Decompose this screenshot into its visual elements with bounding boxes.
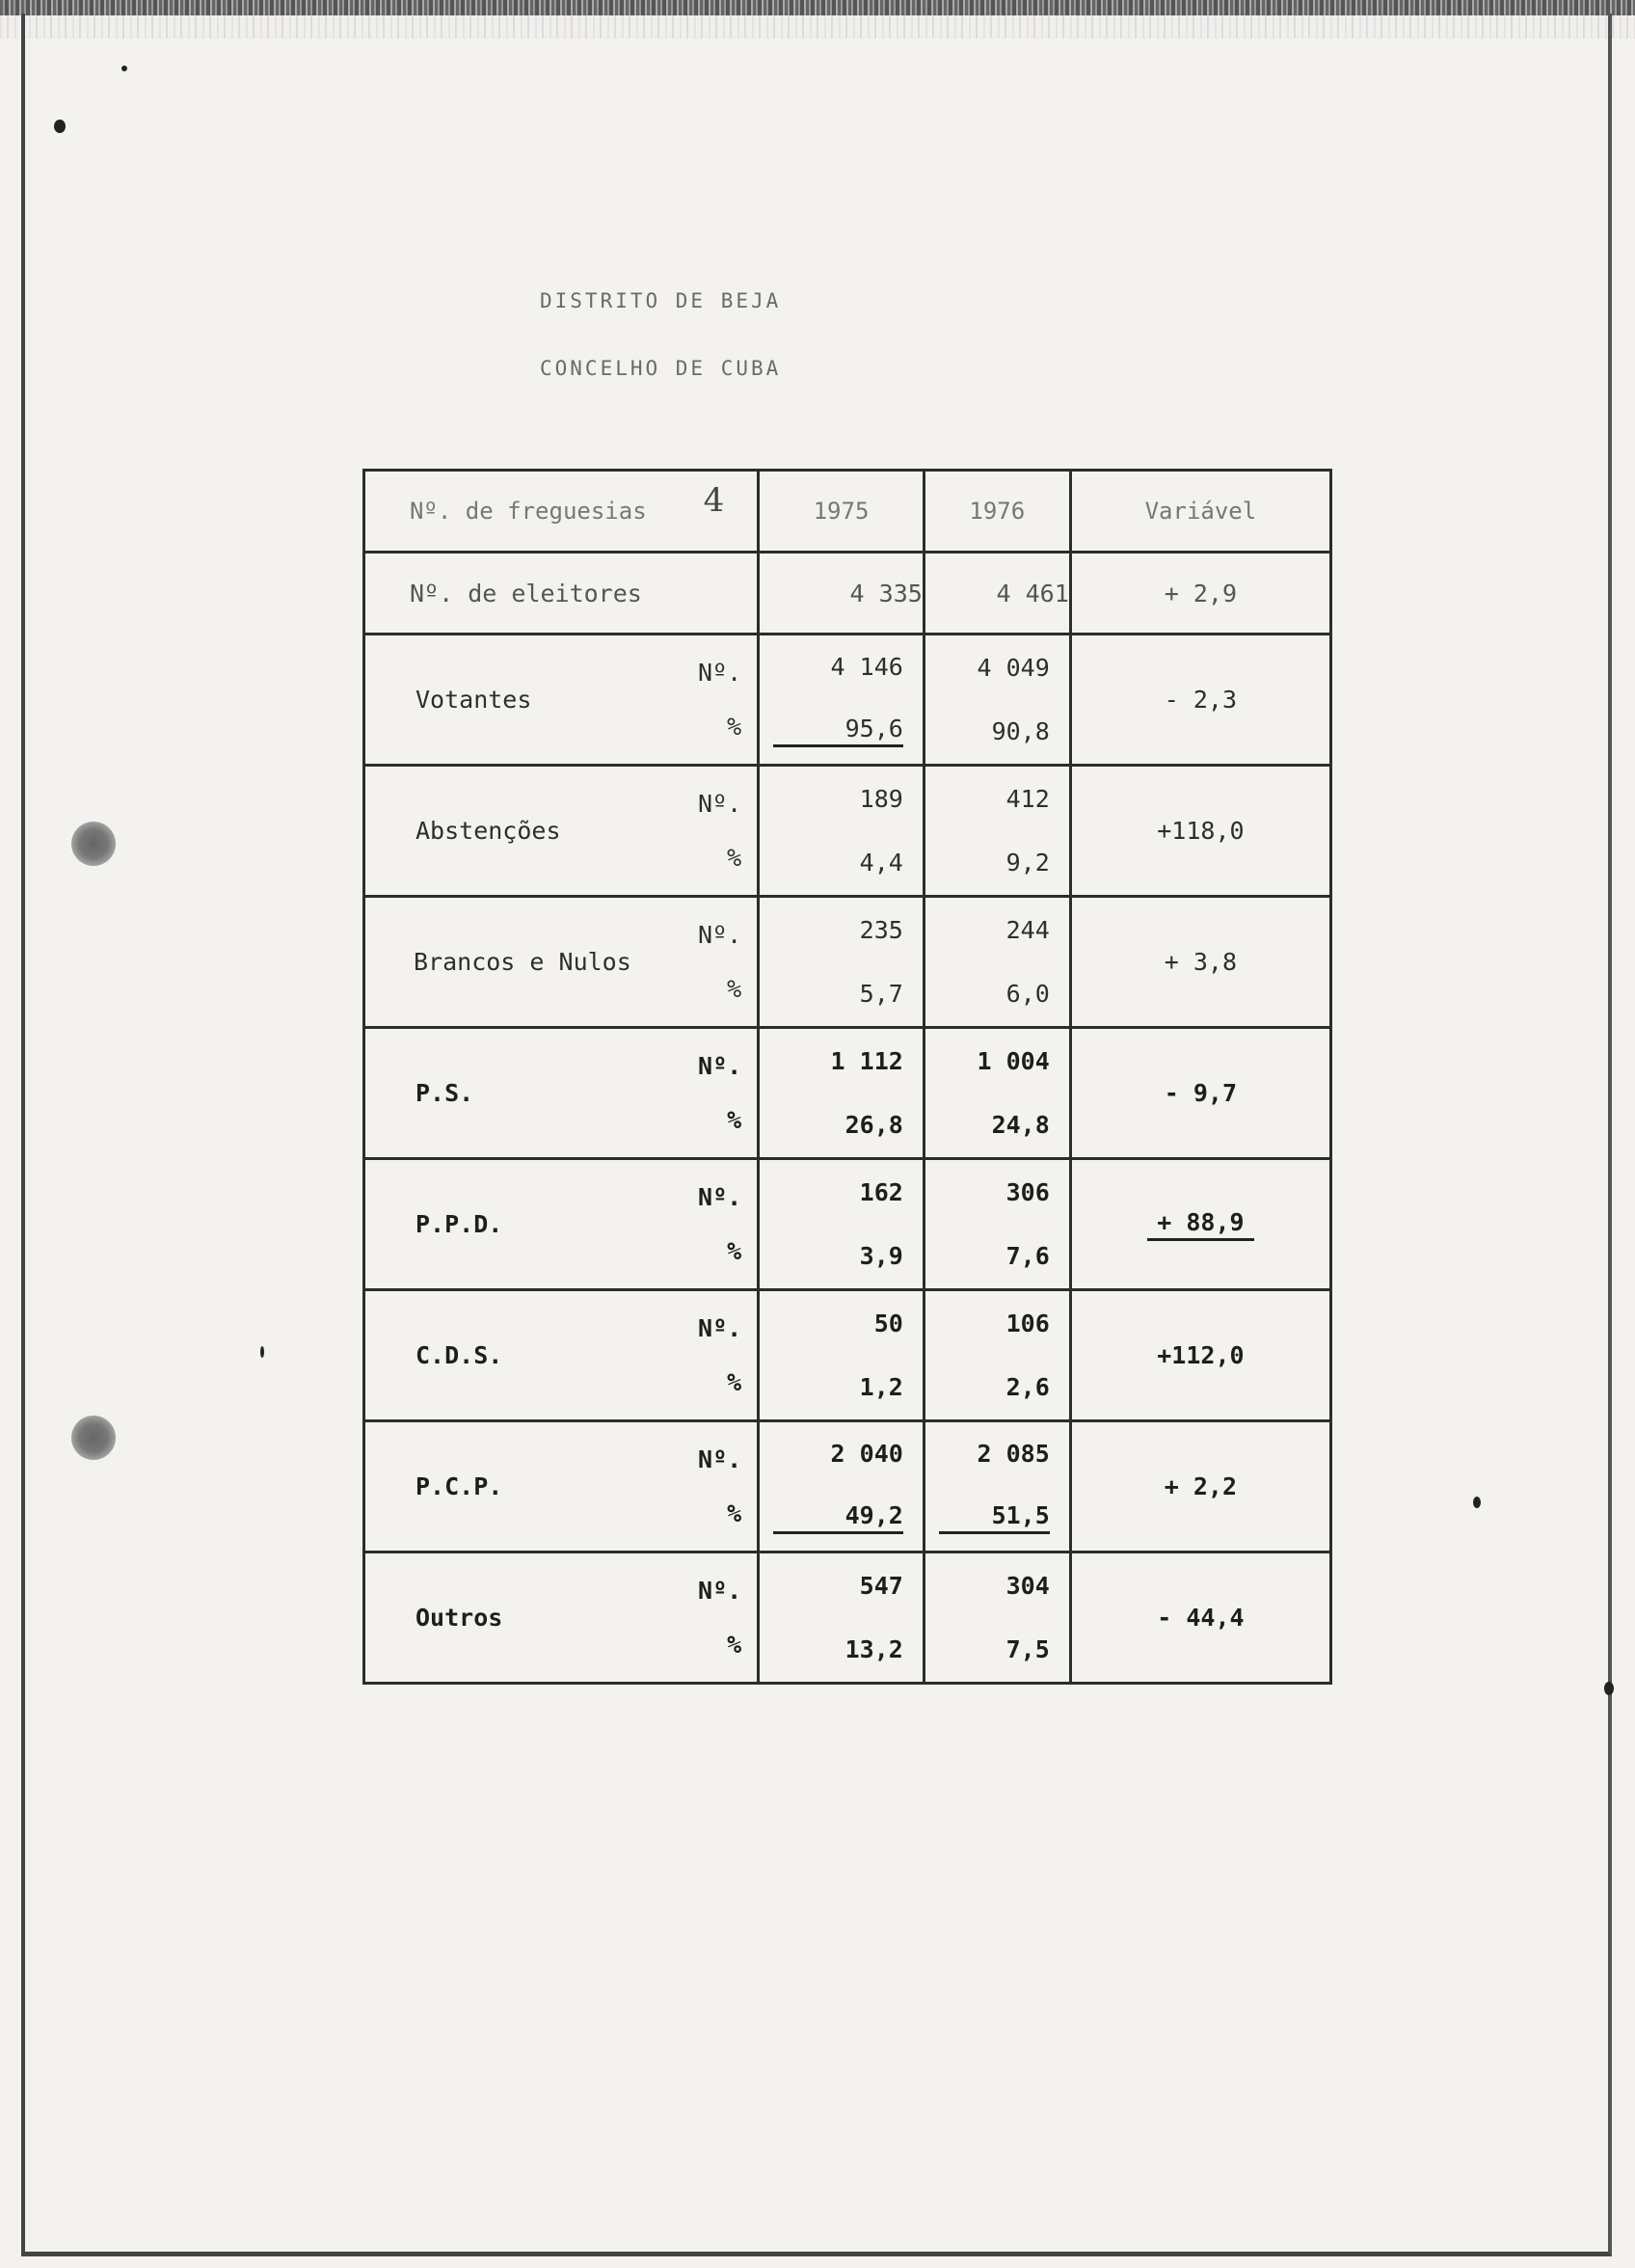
num-unit: Nº. [698,920,742,949]
percent-1975: 95,6 [773,715,903,747]
row-variation: + 2,2 [1070,1421,1330,1552]
percent-1975: 26,8 [844,1111,903,1140]
count-1975: 1 112 [830,1046,903,1075]
count-1975: 4 146 [830,652,903,681]
table-row [364,897,1331,1028]
header-label-cell [364,471,759,553]
count-1976: 1 004 [977,1046,1050,1075]
row-variation: - 9,7 [1070,1028,1330,1159]
count-1975: 162 [859,1177,903,1206]
table-row [364,1028,1331,1159]
municipality-heading: CONCELHO DE CUBA [540,357,782,380]
scan-speck [54,120,66,133]
pct-unit: % [727,975,742,1004]
count-1975: 50 [873,1309,903,1337]
variation-header: Variável [1070,471,1330,553]
freguesias-count: 4 [703,481,725,520]
row-label-cell [364,766,759,897]
table-row [364,1159,1331,1290]
row-variation: +112,0 [1070,1290,1330,1421]
count-1975: 2 040 [830,1439,903,1468]
percent-1975: 13,2 [844,1635,903,1664]
num-unit: Nº. [698,658,742,687]
percent-1976: 9,2 [1005,849,1050,878]
pct-unit: % [727,1631,742,1660]
percent-1975: 5,7 [859,980,903,1009]
num-unit: Nº. [698,1313,742,1342]
count-1975: 547 [859,1571,903,1600]
scan-speck [1604,1682,1614,1695]
eleitores-variation: + 2,9 [1070,553,1330,634]
row-label: Abstenções [415,817,561,845]
scan-speck [1473,1497,1481,1508]
eleitores-1976: 4 461 [924,553,1070,634]
num-unit: Nº. [698,789,742,818]
row-label-cell [364,1290,759,1421]
eleitores-label: Nº. de eleitores [410,579,642,608]
row-variation: +118,0 [1070,766,1330,897]
count-1976: 306 [1005,1177,1050,1206]
scan-speck [260,1346,264,1358]
row-label-cell [364,897,759,1028]
table-row [364,1290,1331,1421]
num-unit: Nº. [698,1051,742,1080]
percent-1976: 51,5 [939,1501,1050,1534]
percent-1975: 3,9 [859,1242,903,1271]
year-1976-header: 1976 [924,471,1070,553]
count-1976: 412 [1005,784,1050,813]
table-row [364,1552,1331,1684]
eleitores-1975: 4 335 [759,553,925,634]
percent-1976: 90,8 [991,717,1050,746]
percent-1976: 6,0 [1005,980,1050,1009]
row-variation: + 3,8 [1070,897,1330,1028]
pct-unit: % [727,1237,742,1266]
row-label: P.S. [415,1079,474,1107]
count-1976: 4 049 [977,653,1050,682]
row-label-cell [364,1552,759,1684]
percent-1975: 1,2 [859,1373,903,1402]
row-label: Outros [415,1604,503,1632]
count-1975: 235 [859,915,903,944]
percent-1975: 49,2 [773,1501,903,1534]
count-1975: 189 [859,784,903,813]
table-row [364,1421,1331,1552]
row-label-cell [364,1421,759,1552]
punch-hole-upper [71,822,116,866]
pct-unit: % [727,1499,742,1528]
row-label: P.P.D. [415,1210,503,1238]
num-unit: Nº. [698,1444,742,1473]
row-variation: + 88,9 [1147,1208,1253,1241]
year-1975-header: 1975 [759,471,925,553]
freguesias-label: Nº. de freguesias [410,498,647,525]
row-label-cell [364,1028,759,1159]
row-label-cell [364,634,759,766]
table-header-row [364,471,1331,553]
punch-hole-lower [71,1416,116,1460]
row-label: Votantes [415,686,532,714]
row-label: Brancos e Nulos [414,948,631,976]
num-unit: Nº. [698,1576,742,1605]
percent-1976: 24,8 [991,1111,1050,1140]
pct-unit: % [727,1368,742,1397]
pct-unit: % [727,713,742,742]
count-1976: 2 085 [977,1439,1050,1468]
percent-1976: 7,6 [1005,1242,1050,1271]
percent-1976: 2,6 [1005,1373,1050,1402]
eleitores-label-cell [364,553,759,634]
count-1976: 244 [1005,915,1050,944]
scan-speck [121,66,127,71]
table-row [364,634,1331,766]
count-1976: 106 [1005,1309,1050,1337]
table-row-eleitores [364,553,1331,634]
district-heading: DISTRITO DE BEJA [540,289,782,312]
table-row [364,766,1331,897]
percent-1975: 4,4 [859,849,903,878]
row-variation: - 2,3 [1070,634,1330,766]
pct-unit: % [727,1106,742,1135]
row-variation: - 44,4 [1070,1552,1330,1684]
num-unit: Nº. [698,1182,742,1211]
election-results-table [362,469,1332,1685]
count-1976: 304 [1005,1571,1050,1600]
row-label: P.C.P. [415,1472,503,1500]
percent-1976: 7,5 [1005,1635,1050,1664]
pct-unit: % [727,844,742,873]
row-label-cell [364,1159,759,1290]
row-label: C.D.S. [415,1341,503,1369]
